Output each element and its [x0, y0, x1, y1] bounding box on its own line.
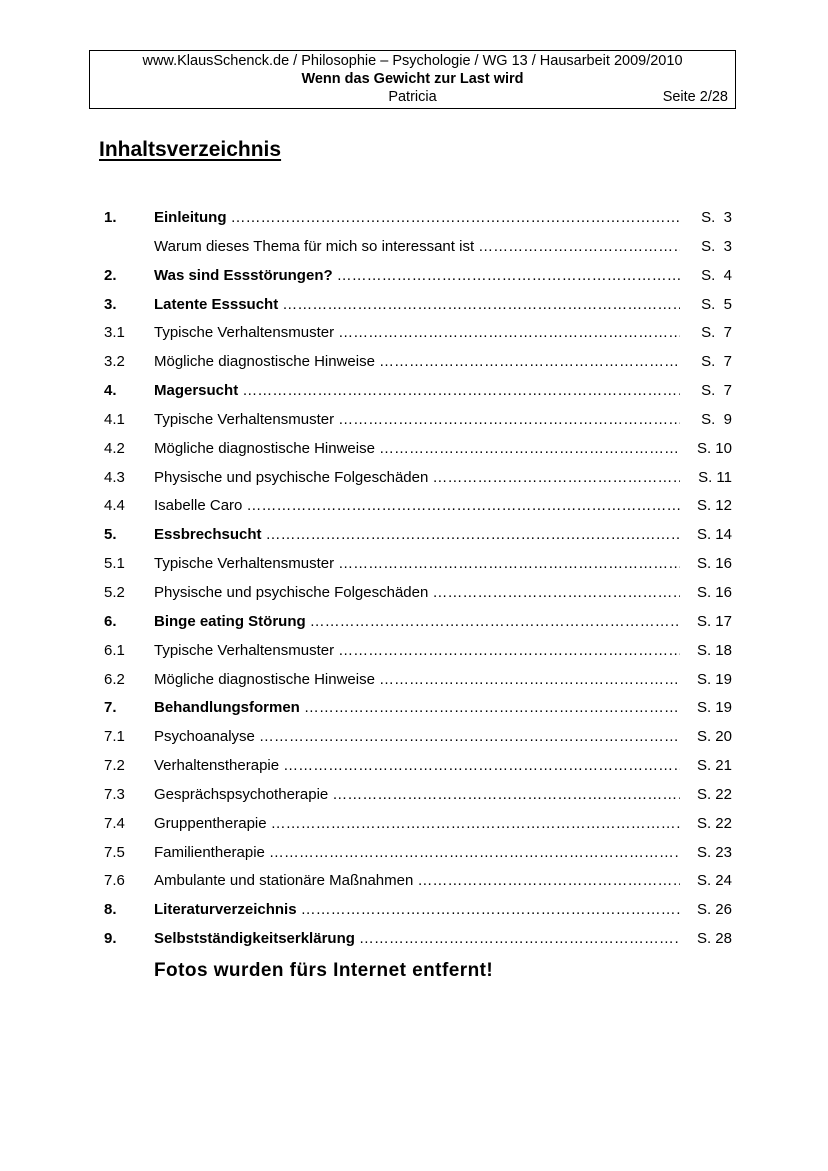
table-of-contents — [0, 204, 828, 954]
toc-entry-number: 3.1 — [104, 324, 125, 342]
toc-entry-page: S. 21 — [696, 757, 732, 775]
toc-entry-number: 6.2 — [104, 670, 125, 688]
toc-entry-leader — [154, 233, 680, 261]
toc-entry-number: 4.1 — [104, 410, 125, 428]
toc-entry-leader — [154, 666, 680, 694]
toc-entry-page: S. 7 — [701, 353, 732, 371]
toc-entry — [0, 492, 828, 521]
toc-entry — [0, 723, 828, 752]
toc-entry-leader — [154, 377, 680, 405]
toc-entry — [0, 637, 828, 666]
toc-entry-page: S. 24 — [696, 872, 732, 890]
toc-entry-page: S. 22 — [696, 814, 732, 832]
toc-entry — [0, 810, 828, 839]
toc-entry-number: 3.2 — [104, 353, 125, 371]
toc-entry-label: Typische Verhaltensmuster — [154, 411, 338, 428]
toc-entry-label: Ambulante und stationäre Maßnahmen — [154, 872, 417, 889]
toc-entry-page: S. 16 — [696, 555, 732, 573]
toc-entry-label: Gruppentherapie — [154, 815, 271, 832]
toc-entry-leader — [154, 348, 680, 376]
toc-entry-page: S. 28 — [696, 930, 732, 948]
toc-heading: Inhaltsverzeichnis — [99, 138, 282, 161]
toc-entry-number: 4. — [104, 382, 117, 400]
toc-entry — [0, 291, 828, 320]
toc-entry-page: S. 7 — [701, 324, 732, 342]
toc-entry-label: Isabelle Caro — [154, 497, 246, 514]
toc-entry-leader — [154, 752, 680, 780]
toc-entry-label: Binge eating Störung — [154, 613, 310, 630]
toc-entry — [0, 348, 828, 377]
toc-entry-page: S. 23 — [696, 843, 732, 861]
toc-entry-leader — [154, 492, 680, 520]
toc-entry-number: 1. — [104, 209, 117, 226]
toc-entry-page: S. 7 — [701, 382, 732, 400]
toc-entry-leader — [154, 262, 680, 290]
toc-entry-label: Psychoanalyse — [154, 728, 259, 745]
header-author-row — [90, 88, 735, 106]
toc-entry-leader — [154, 637, 680, 665]
toc-entry — [0, 464, 828, 493]
toc-entry-leader — [154, 579, 680, 607]
toc-entry-number: 5.2 — [104, 583, 125, 601]
toc-entry-page: S. 19 — [696, 670, 732, 688]
toc-entry-page: S. 22 — [696, 785, 732, 803]
toc-entry-leader — [154, 608, 680, 636]
toc-entry-leader — [154, 550, 680, 578]
toc-entry-label: Selbstständigkeitserklärung — [154, 930, 359, 947]
toc-entry-label: Mögliche diagnostische Hinweise — [154, 440, 379, 457]
toc-entry-number: 7. — [104, 699, 117, 717]
toc-entry-page: S. 5 — [701, 295, 732, 313]
toc-entry-number: 2. — [104, 266, 117, 284]
document-header — [89, 50, 736, 109]
toc-entry-label: Essbrechsucht — [154, 526, 266, 543]
toc-entry-number: 5. — [104, 526, 117, 544]
toc-entry-leader — [154, 435, 680, 463]
toc-entry — [0, 406, 828, 435]
toc-entry-leader — [154, 291, 680, 319]
toc-entry-page: S. 16 — [696, 583, 732, 601]
toc-entry-label: Verhaltenstherapie — [154, 757, 283, 774]
toc-entry-label: Typische Verhaltensmuster — [154, 324, 338, 341]
toc-entry-label: Einleitung — [154, 209, 231, 226]
header-site-line: www.KlausSchenck.de / Philosophie – Psychologie / WG 13 / Hausarbeit 2009/2010 — [142, 53, 683, 69]
toc-entry-leader — [154, 867, 680, 895]
photos-removed-note: Fotos wurden fürs Internet entfernt! — [154, 960, 494, 981]
toc-entry-number: 7.5 — [104, 843, 125, 861]
toc-entry — [0, 925, 828, 954]
header-page-number: Seite 2/28 — [662, 89, 728, 105]
toc-entry — [0, 233, 828, 262]
toc-entry-leader — [154, 896, 680, 924]
toc-entry-leader — [154, 723, 680, 751]
toc-entry-leader — [154, 319, 680, 347]
toc-entry-leader — [154, 925, 680, 953]
toc-entry-page: S. 3 — [701, 237, 732, 255]
toc-entry-page: S. 3 — [701, 209, 732, 226]
toc-entry-label: Magersucht — [154, 382, 242, 399]
toc-entry-label: Physische und psychische Folgeschäden — [154, 469, 432, 486]
toc-entry-number: 4.3 — [104, 468, 125, 486]
toc-entry-label: Mögliche diagnostische Hinweise — [154, 671, 379, 688]
toc-entry-page: S. 14 — [696, 526, 732, 544]
toc-entry-label: Typische Verhaltensmuster — [154, 642, 338, 659]
toc-entry-page: S. 9 — [701, 410, 732, 428]
toc-entry-number: 7.6 — [104, 872, 125, 890]
toc-entry — [0, 377, 828, 406]
toc-entry-number: 8. — [104, 901, 117, 919]
toc-entry-leader — [154, 464, 680, 492]
toc-entry-label: Was sind Essstörungen? — [154, 267, 337, 284]
toc-entry-number: 7.4 — [104, 814, 125, 832]
toc-entry-number: 9. — [104, 930, 117, 948]
toc-entry-page: S. 20 — [696, 728, 732, 746]
toc-entry-page: S. 4 — [701, 266, 732, 284]
toc-entry-label: Mögliche diagnostische Hinweise — [154, 353, 379, 370]
toc-entry-number: 3. — [104, 295, 117, 313]
toc-entry-label: Warum dieses Thema für mich so interessant ist — [154, 238, 478, 255]
toc-entry-leader — [154, 839, 680, 867]
toc-entry-label: Literaturverzeichnis — [154, 901, 301, 918]
toc-entry-number: 4.4 — [104, 497, 125, 515]
toc-entry-number: 6.1 — [104, 641, 125, 659]
toc-entry-page: S. 19 — [696, 699, 732, 717]
toc-entry — [0, 204, 828, 233]
toc-entry — [0, 319, 828, 348]
toc-entry — [0, 579, 828, 608]
toc-entry-label: Physische und psychische Folgeschäden — [154, 584, 432, 601]
toc-entry-number: 7.3 — [104, 785, 125, 803]
toc-entry-number: 6. — [104, 612, 117, 630]
toc-entry — [0, 752, 828, 781]
toc-entry-leader — [154, 204, 680, 232]
toc-entry-page: S. 11 — [698, 468, 732, 486]
toc-entry — [0, 896, 828, 925]
toc-entry-number: 5.1 — [104, 555, 125, 573]
toc-entry-label: Familientherapie — [154, 844, 269, 861]
toc-entry-page: S. 12 — [696, 497, 732, 515]
toc-entry — [0, 666, 828, 695]
toc-entry-leader — [154, 406, 680, 434]
toc-entry-label: Latente Esssucht — [154, 296, 282, 313]
toc-entry — [0, 262, 828, 291]
toc-entry — [0, 550, 828, 579]
header-author: Patricia — [388, 89, 437, 105]
toc-entry — [0, 867, 828, 896]
toc-entry-page: S. 18 — [696, 641, 732, 659]
toc-entry-number: 7.2 — [104, 757, 125, 775]
toc-entry-number: 7.1 — [104, 728, 125, 746]
toc-entry-leader — [154, 521, 680, 549]
toc-entry-page: S. 10 — [696, 439, 732, 457]
toc-entry-label: Gesprächspsychotherapie — [154, 786, 332, 803]
toc-entry — [0, 521, 828, 550]
header-document-title: Wenn das Gewicht zur Last wird — [301, 71, 524, 87]
toc-entry — [0, 435, 828, 464]
toc-entry — [0, 839, 828, 868]
toc-entry-page: S. 26 — [696, 901, 732, 919]
toc-entry-page: S. 17 — [696, 612, 732, 630]
toc-entry-number: 4.2 — [104, 439, 125, 457]
toc-entry-leader — [154, 810, 680, 838]
toc-entry-label: Behandlungsformen — [154, 699, 304, 716]
toc-entry-label: Typische Verhaltensmuster — [154, 555, 338, 572]
toc-entry — [0, 694, 828, 723]
toc-entry — [0, 781, 828, 810]
toc-entry-leader — [154, 781, 680, 809]
toc-entry-leader — [154, 694, 680, 722]
toc-entry — [0, 608, 828, 637]
